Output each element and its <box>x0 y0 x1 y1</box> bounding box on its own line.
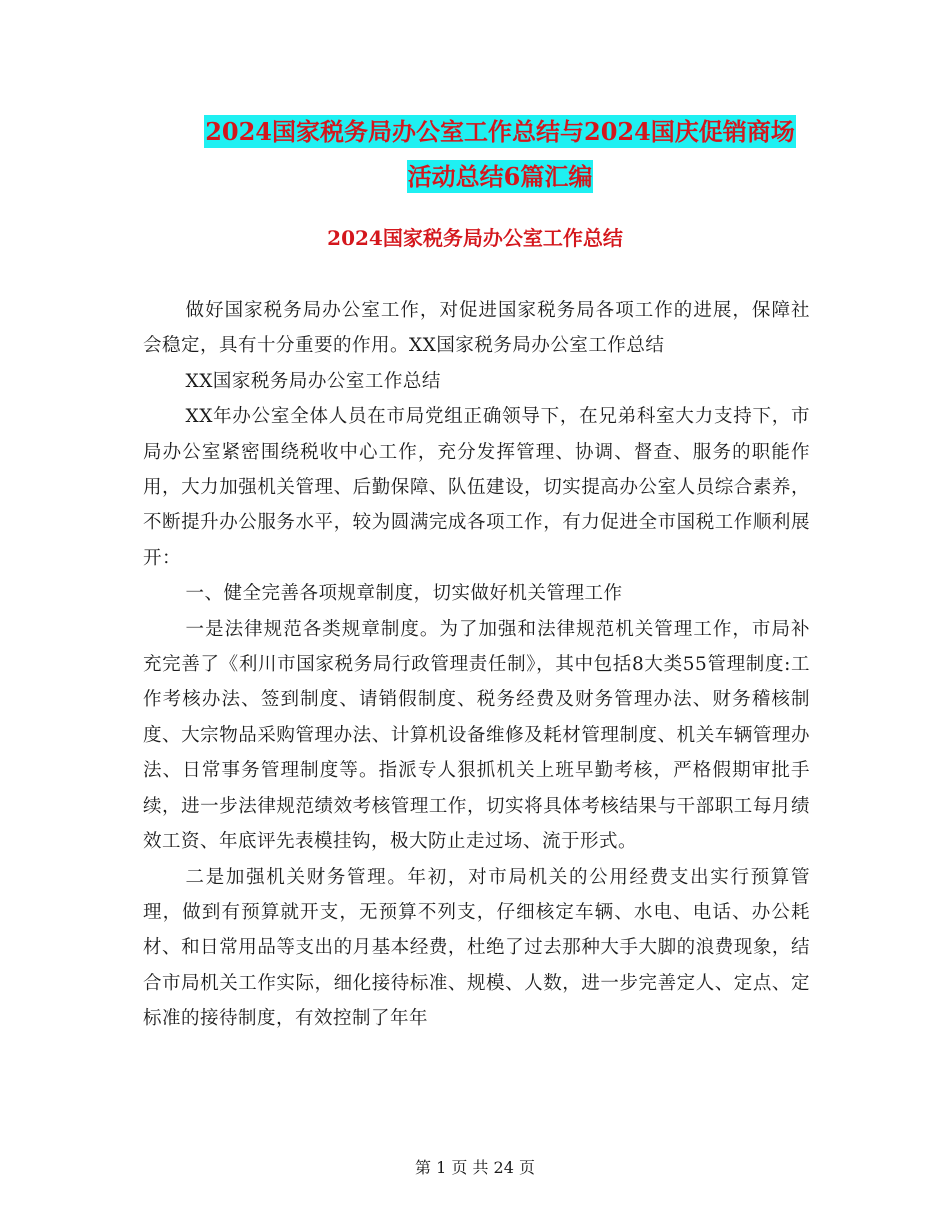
paragraph-1: 做好国家税务局办公室工作，对促进国家税务局各项工作的进展，保障社会稳定，具有十分重要的作用。XX国家税务局办公室工作总结 <box>143 300 810 357</box>
paragraph-6: 二是加强机关财务管理。年初，对市局机关的公用经费支出实行预算管理，做到有预算就开支，无预算不列支，仔细核定车辆、水电、电话、办公耗材、和日常用品等支出的月基本经费，杜绝了过去那种大手大脚的浪费现象，结合市局机关工作实际，细化接待标准、规模、人数，进一步完善定人、定点、定标准的接待制度，有效控制了年年 <box>143 866 810 1030</box>
paragraph-2: XX国家税务局办公室工作总结 <box>185 370 441 392</box>
paragraph-4: 一、健全完善各项规章制度，切实做好机关管理工作 <box>185 583 623 605</box>
section-title: 2024国家税务局办公室工作总结 <box>327 226 623 250</box>
paragraph-5: 一是法律规范各类规章制度。为了加强和法律规范机关管理工作，市局补充完善了《利川市国家税务局行政管理责任制》，其中包括8大类55管理制度:工作考核办法、签到制度、请销假制度、税务经费及财务管理办法、财务稽核制度、大宗物品采购管理办法、计算机设备维修及耗材管理制度、机关车辆管理办法、日常事务管理制度等。指派专人狠抓机关上班早勤考核，严格假期审批手续，进一步法律规范绩效考核管理工作，切实将具体考核结果与干部职工每月绩效工资、年底评先表模挂钩，极大防止走过场、流于形式。 <box>143 618 810 853</box>
page-footer: 第 1 页 共 24 页 <box>415 1158 535 1177</box>
document-title-line-2 <box>120 153 880 201</box>
title-highlight-1: 2024国家税务局办公室工作总结与2024国庆促销商场 <box>205 117 795 146</box>
document-title-line-1 <box>120 108 880 156</box>
paragraph-3: XX年办公室全体人员在市局党组正确领导下，在兄弟科室大力支持下，市局办公室紧密围绕税收中心工作，充分发挥管理、协调、督查、服务的职能作用，大力加强机关管理、后勤保障、队伍建设，切实提高办公室人员综合素养，不断提升办公服务水平，较为圆满完成各项工作，有力促进全市国税工作顺利展开： <box>143 406 810 569</box>
document-body <box>143 293 810 1037</box>
title-highlight-2: 活动总结6篇汇编 <box>407 162 593 191</box>
